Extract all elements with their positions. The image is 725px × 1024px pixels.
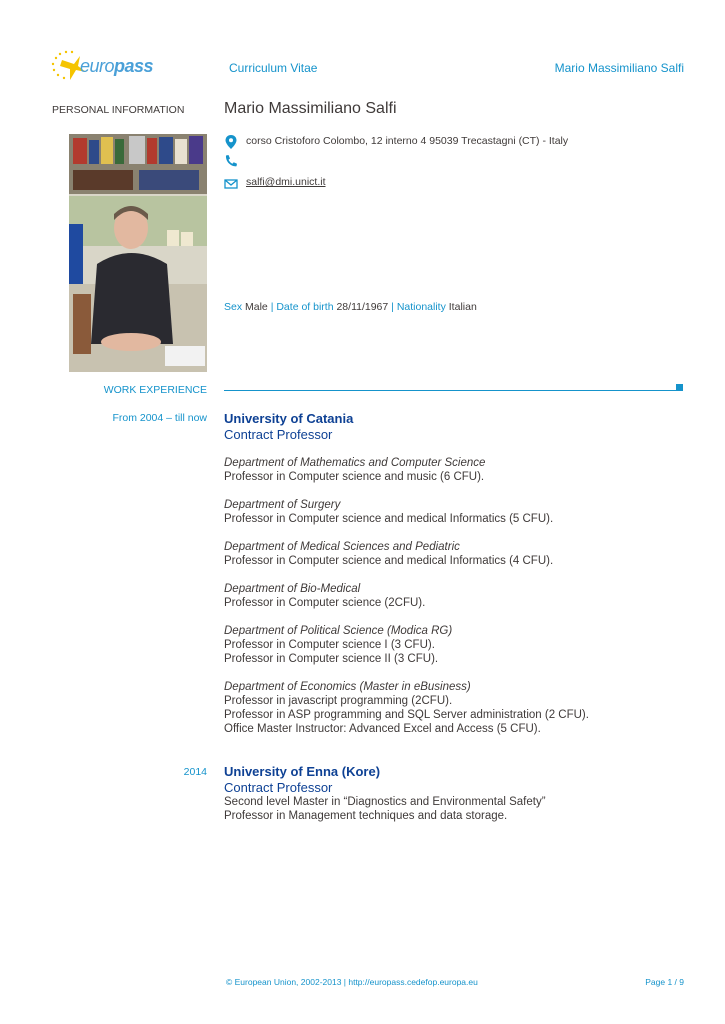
europass-logo-text: europass <box>80 56 154 76</box>
section-divider <box>224 390 676 391</box>
email-icon <box>224 177 238 191</box>
profile-photo <box>69 134 207 372</box>
job-position: Contract Professor <box>224 427 333 442</box>
job-department: Department of Political Science (Modica RG) <box>224 625 453 637</box>
personal-info-label: PERSONAL INFORMATION <box>52 104 185 116</box>
job-block <box>224 582 704 610</box>
job-position: Contract Professor <box>224 780 333 795</box>
page-number: Page 1 / 9 <box>645 977 684 987</box>
address-text: corso Cristoforo Colombo, 12 interno 4 95039 Trecastagni (CT) - Italy <box>246 135 569 147</box>
nationality-label: | Nationality <box>391 301 446 313</box>
header-name: Mario Massimiliano Salfi <box>554 61 684 75</box>
job-block <box>224 456 704 484</box>
job-line: Second level Master in “Diagnostics and Environmental Safety” <box>224 796 546 808</box>
job-line: Professor in Computer science and medical Informatics (5 CFU). <box>224 513 554 525</box>
location-pin-icon <box>224 135 238 149</box>
job-line: Professor in Computer science and medical Informatics (4 CFU). <box>224 555 554 567</box>
job-department: Department of Bio-Medical <box>224 583 361 595</box>
job-block <box>224 540 704 568</box>
job-line: Office Master Instructor: Advanced Excel and Access (5 CFU). <box>224 723 541 735</box>
footer-copyright: © European Union, 2002-2013 | http://europass.cedefop.europa.eu <box>226 977 478 987</box>
job-employer: University of Enna (Kore) <box>224 764 381 779</box>
nationality-value: Italian <box>448 301 477 313</box>
sex-value: Male <box>245 301 268 313</box>
job-line: Professor in Computer science II (3 CFU). <box>224 653 439 665</box>
job-line: Professor in Management techniques and data storage. <box>224 810 508 822</box>
divider-square <box>676 384 683 391</box>
phone-icon <box>224 154 238 168</box>
job-block <box>224 498 704 526</box>
work-experience-label: WORK EXPERIENCE <box>103 384 207 396</box>
job-department: Department of Economics (Master in eBusiness) <box>224 681 471 693</box>
sex-label: Sex <box>224 301 243 313</box>
job-department: Department of Surgery <box>224 499 341 511</box>
job-department: Department of Mathematics and Computer Science <box>224 457 486 469</box>
job-employer: University of Catania <box>224 411 354 426</box>
job-block <box>224 624 704 666</box>
job-date: 2014 <box>183 766 207 778</box>
job-line: Professor in ASP programming and SQL Server administration (2 CFU). <box>224 709 589 721</box>
job-line: Professor in Computer science and music (6 CFU). <box>224 471 485 483</box>
job-block <box>224 680 704 736</box>
job-block <box>224 795 704 823</box>
personal-details-line <box>224 301 477 313</box>
doc-title: Curriculum Vitae <box>229 61 318 75</box>
job-date: From 2004 – till now <box>112 412 207 424</box>
person-name: Mario Massimiliano Salfi <box>224 100 397 117</box>
job-line: Professor in Computer science I (3 CFU). <box>224 639 435 651</box>
dob-label: | Date of birth <box>270 301 334 313</box>
email-link[interactable]: salfi@dmi.unict.it <box>246 176 326 188</box>
job-department: Department of Medical Sciences and Pediatric <box>224 541 460 553</box>
job-line: Professor in javascript programming (2CFU). <box>224 695 453 707</box>
job-line: Professor in Computer science (2CFU). <box>224 597 426 609</box>
dob-value: 28/11/1967 <box>336 301 389 313</box>
